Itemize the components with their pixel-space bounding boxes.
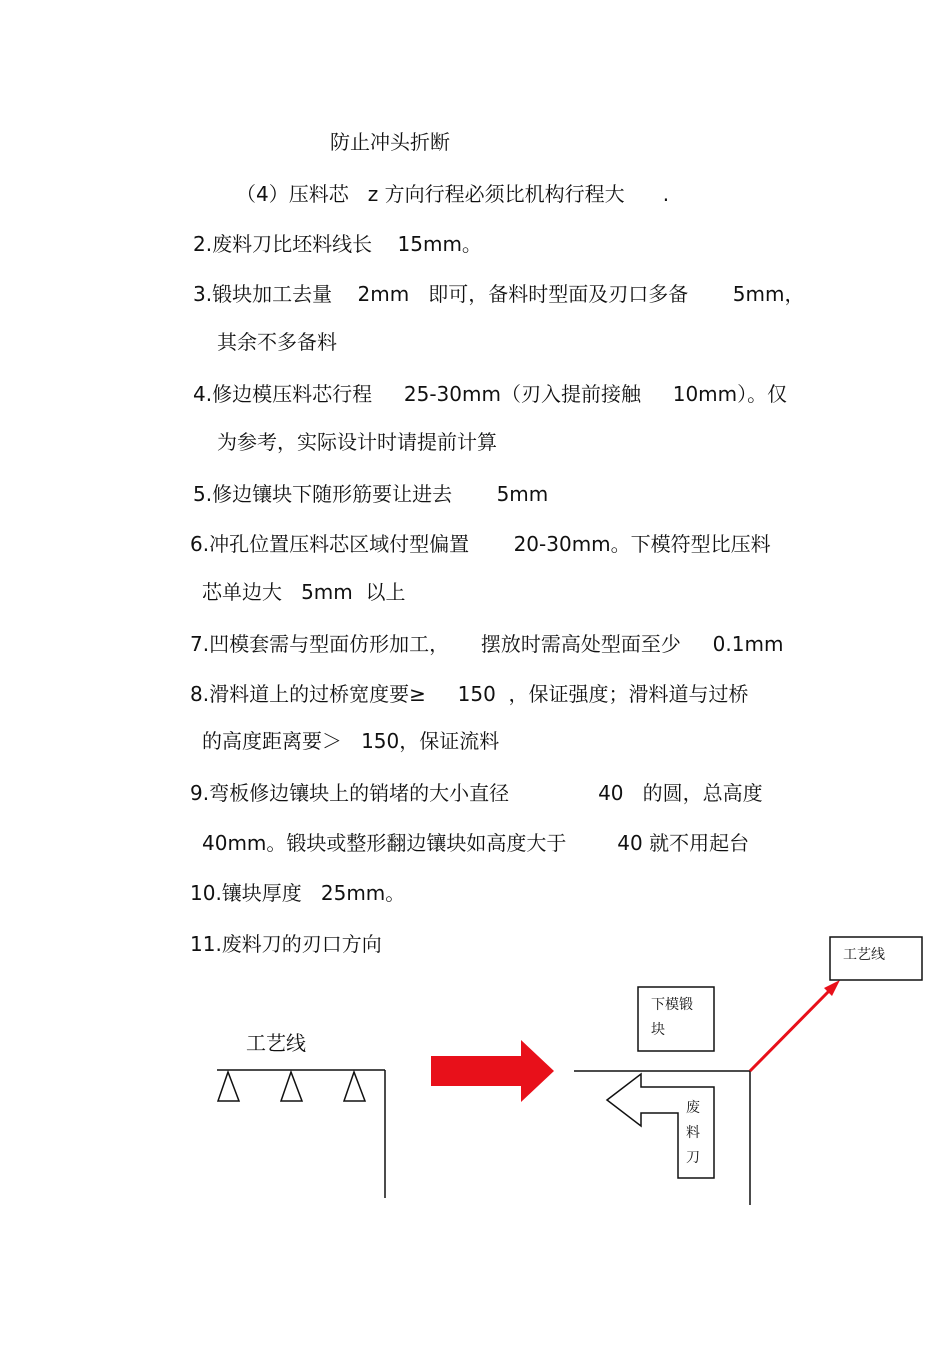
lower-die-label-1: 下模锻 [651,997,693,1013]
line-11: 7.凹模套需与型面仿形加工， 摆放时需高处型面至少 0.1mm [190,632,784,656]
line-5: 其余不多备料 [217,330,337,354]
line-10: 芯单边大 5mm 以上 [202,580,406,604]
punch-triangles [218,1072,365,1101]
line-7: 为参考，实际设计时请提前计算 [217,430,497,454]
triangle-2 [281,1072,302,1101]
red-arrow-right [431,1040,554,1102]
lower-die-label-2: 块 [651,1022,665,1038]
line-13: 的高度距离要＞ 150，保证流料 [202,729,500,753]
line-4: 3.锻块加工去量 2mm 即可，备料时型面及刃口多备 5mm， [193,282,805,306]
line-6: 4.修边模压料芯行程 25-30mm（刃入提前接触 10mm）。仅 [193,382,788,406]
line-1: 防止冲头折断 [330,130,450,154]
scrap-knife-label-2: 料 [686,1125,700,1141]
line-12: 8.滑料道上的过桥宽度要≥ 150 ，保证强度；滑料道与过桥 [190,682,749,706]
line-14: 9.弯板修边镶块上的销堵的大小直径 40 的圆，总高度 [190,781,763,805]
line-15: 40mm。锻块或整形翻边镶块如高度大于 40 就不用起台 [202,831,750,855]
line-16: 10.镶块厚度 25mm。 [190,881,406,905]
line-2: （4）压料芯 z 方向行程必须比机构行程大 . [236,182,670,206]
line-9: 6.冲孔位置压料芯区域付型偏置 20-30mm。下模符型比压料 [190,532,771,556]
line-3: 2.废料刀比坯料线长 15mm。 [193,232,482,256]
red-diagonal-line [750,990,830,1071]
scrap-knife-label-1: 废 [686,1100,700,1116]
scrap-knife-label-3: 刀 [686,1150,700,1166]
triangle-1 [218,1072,239,1101]
line-17: 11.废料刀的刃口方向 [190,932,382,956]
right-process-line-label: 工艺线 [843,947,885,963]
line-8: 5.修边镶块下随形筋要让进去 5mm [193,482,549,506]
left-process-line-label: 工艺线 [246,1031,306,1055]
triangle-3 [344,1072,365,1101]
